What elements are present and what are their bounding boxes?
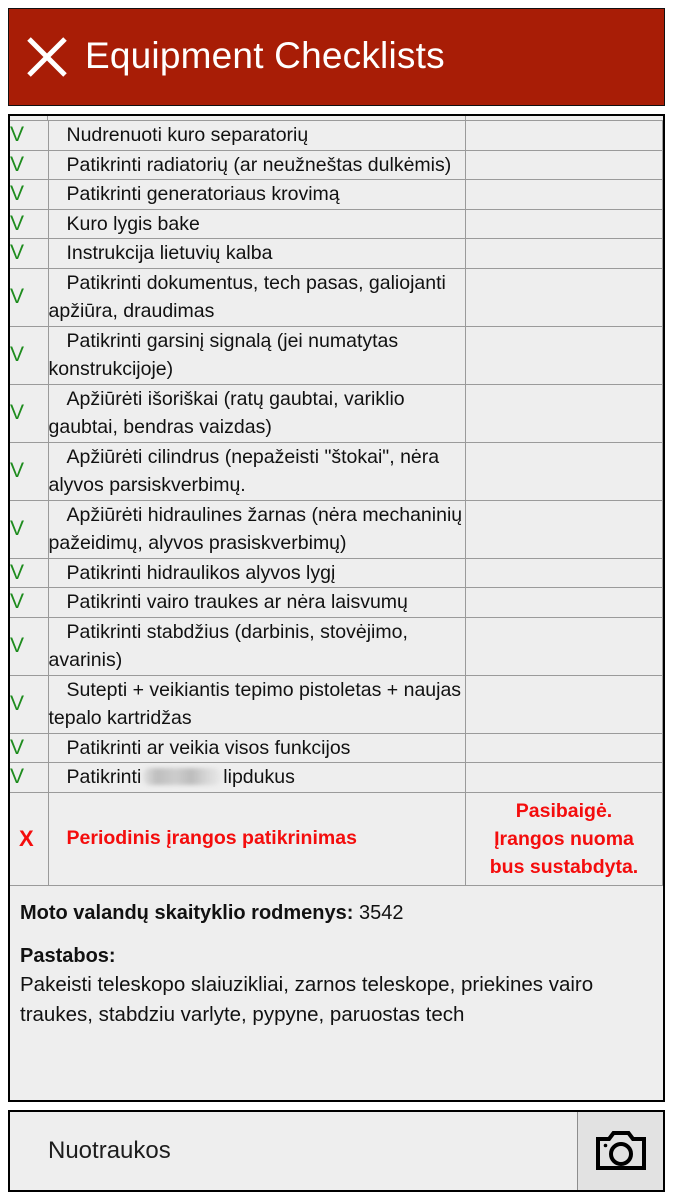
row-mark-ok[interactable]: V	[10, 239, 48, 269]
row-mark-ok[interactable]: V	[10, 617, 48, 675]
row-note-cell	[466, 268, 663, 326]
row-task-label: Apžiūrėti cilindrus (nepažeisti "štokai", nėra alyvos parsiskverbimų.	[48, 442, 466, 500]
redacted-text	[143, 768, 221, 785]
checklist-table-body	[10, 121, 663, 885]
row-task-label: Sutepti + veikiantis tepimo pistoletas + naujas tepalo kartridžas	[48, 675, 466, 733]
row-task-label: Instrukcija lietuvių kalba	[48, 239, 466, 269]
row-note-cell	[466, 500, 663, 558]
table-row[interactable]	[10, 150, 663, 180]
row-note-cell	[466, 239, 663, 269]
row-note-cell	[466, 792, 663, 885]
page-title: Equipment Checklists	[85, 34, 445, 76]
camera-icon	[595, 1128, 647, 1174]
row-note-cell	[466, 209, 663, 239]
row-mark-ok[interactable]: V	[10, 763, 48, 793]
row-task-text-after: lipdukus	[223, 766, 295, 788]
row-mark-ok[interactable]: V	[10, 150, 48, 180]
hours-value: 3542	[358, 901, 404, 924]
photos-label[interactable]: Nuotraukos	[48, 1137, 171, 1164]
table-row[interactable]	[10, 442, 663, 500]
hours-label: Moto valandų skaityklio rodmenys:	[20, 901, 354, 924]
table-row[interactable]	[10, 209, 663, 239]
table-row[interactable]	[10, 588, 663, 618]
checklist-panel-inner	[10, 116, 663, 1036]
row-mark-ok[interactable]: V	[10, 180, 48, 210]
row-mark-fail[interactable]: X	[10, 792, 48, 885]
row-note-cell	[466, 558, 663, 588]
row-note-cell	[466, 442, 663, 500]
row-note-cell	[466, 326, 663, 384]
photos-bar	[8, 1110, 665, 1192]
row-task-label: Patikrinti vairo traukes ar nėra laisvumų	[48, 588, 466, 618]
row-mark-ok[interactable]: V	[10, 384, 48, 442]
row-task-label: Apžiūrėti išoriškai (ratų gaubtai, variklio gaubtai, bendras vaizdas)	[48, 384, 466, 442]
row-note-cell	[466, 763, 663, 793]
table-row[interactable]	[10, 384, 663, 442]
row-note-cell	[466, 150, 663, 180]
partial-row-mark-cell	[10, 116, 48, 120]
row-task-label: Periodinis įrangos patikrinimas	[48, 792, 466, 885]
row-task-label: Patikrinti ar veikia visos funkcijos	[48, 733, 466, 763]
row-mark-ok[interactable]: V	[10, 268, 48, 326]
row-task-label: Patikrinti dokumentus, tech pasas, galiojanti apžiūra, draudimas	[48, 268, 466, 326]
row-task-label: Patikrinti garsinį signalą (jei numatytas konstrukcijoje)	[48, 326, 466, 384]
row-task-label	[48, 763, 466, 793]
row-note-line: bus sustabdyta.	[489, 855, 639, 878]
partial-row-task-cell	[48, 116, 466, 120]
row-mark-ok[interactable]: V	[10, 442, 48, 500]
row-mark-ok[interactable]: V	[10, 500, 48, 558]
row-task-label: Nudrenuoti kuro separatorių	[48, 121, 466, 150]
table-row[interactable]	[10, 675, 663, 733]
notes-label: Pastabos:	[20, 944, 116, 967]
row-note-cell	[466, 588, 663, 618]
table-row[interactable]	[10, 792, 663, 885]
checklist-panel[interactable]	[8, 114, 665, 1102]
row-mark-ok[interactable]: V	[10, 558, 48, 588]
info-section	[10, 886, 663, 1036]
row-note-cell	[466, 384, 663, 442]
row-mark-ok[interactable]: V	[10, 209, 48, 239]
row-task-label: Kuro lygis bake	[48, 209, 466, 239]
row-task-label: Patikrinti generatoriaus krovimą	[48, 180, 466, 210]
checklist-table	[10, 121, 663, 886]
table-row[interactable]	[10, 763, 663, 793]
hours-line	[20, 900, 653, 927]
row-note-cell	[466, 180, 663, 210]
camera-button[interactable]	[577, 1112, 663, 1190]
table-row[interactable]	[10, 617, 663, 675]
table-row[interactable]	[10, 558, 663, 588]
row-mark-ok[interactable]: V	[10, 121, 48, 150]
table-row[interactable]	[10, 121, 663, 150]
app-header	[8, 8, 665, 106]
row-note-cell	[466, 675, 663, 733]
row-mark-ok[interactable]: V	[10, 588, 48, 618]
table-row[interactable]	[10, 733, 663, 763]
table-row[interactable]	[10, 326, 663, 384]
notes-value: Pakeisti teleskopo slaiuzikliai, zarnos teleskope, priekines vairo traukes, stabdziu varlyte, pypyne, paruostas tech	[20, 972, 594, 1026]
close-x-icon	[24, 34, 70, 80]
row-note-cell	[466, 121, 663, 150]
row-note-cell	[466, 733, 663, 763]
row-task-label: Apžiūrėti hidraulines žarnas (nėra mechaninių pažeidimų, alyvos prasiskverbimų)	[48, 500, 466, 558]
table-row[interactable]	[10, 268, 663, 326]
row-mark-ok[interactable]: V	[10, 733, 48, 763]
row-note-line: Įrangos nuoma	[494, 827, 634, 850]
info-spacer	[20, 927, 653, 943]
close-button[interactable]	[9, 8, 85, 106]
table-row[interactable]	[10, 239, 663, 269]
row-note-cell	[466, 617, 663, 675]
row-task-label: Patikrinti radiatorių (ar neužneštas dulkėmis)	[48, 150, 466, 180]
row-task-label: Patikrinti hidraulikos alyvos lygį	[48, 558, 466, 588]
row-task-text-before: Patikrinti	[66, 766, 142, 788]
row-note-line: Pasibaigė.	[515, 799, 613, 822]
row-mark-ok[interactable]: V	[10, 326, 48, 384]
table-row[interactable]	[10, 180, 663, 210]
partial-row-note-cell	[466, 116, 663, 120]
row-mark-ok[interactable]: V	[10, 675, 48, 733]
table-row[interactable]	[10, 500, 663, 558]
row-task-label: Patikrinti stabdžius (darbinis, stovėjimo, avarinis)	[48, 617, 466, 675]
